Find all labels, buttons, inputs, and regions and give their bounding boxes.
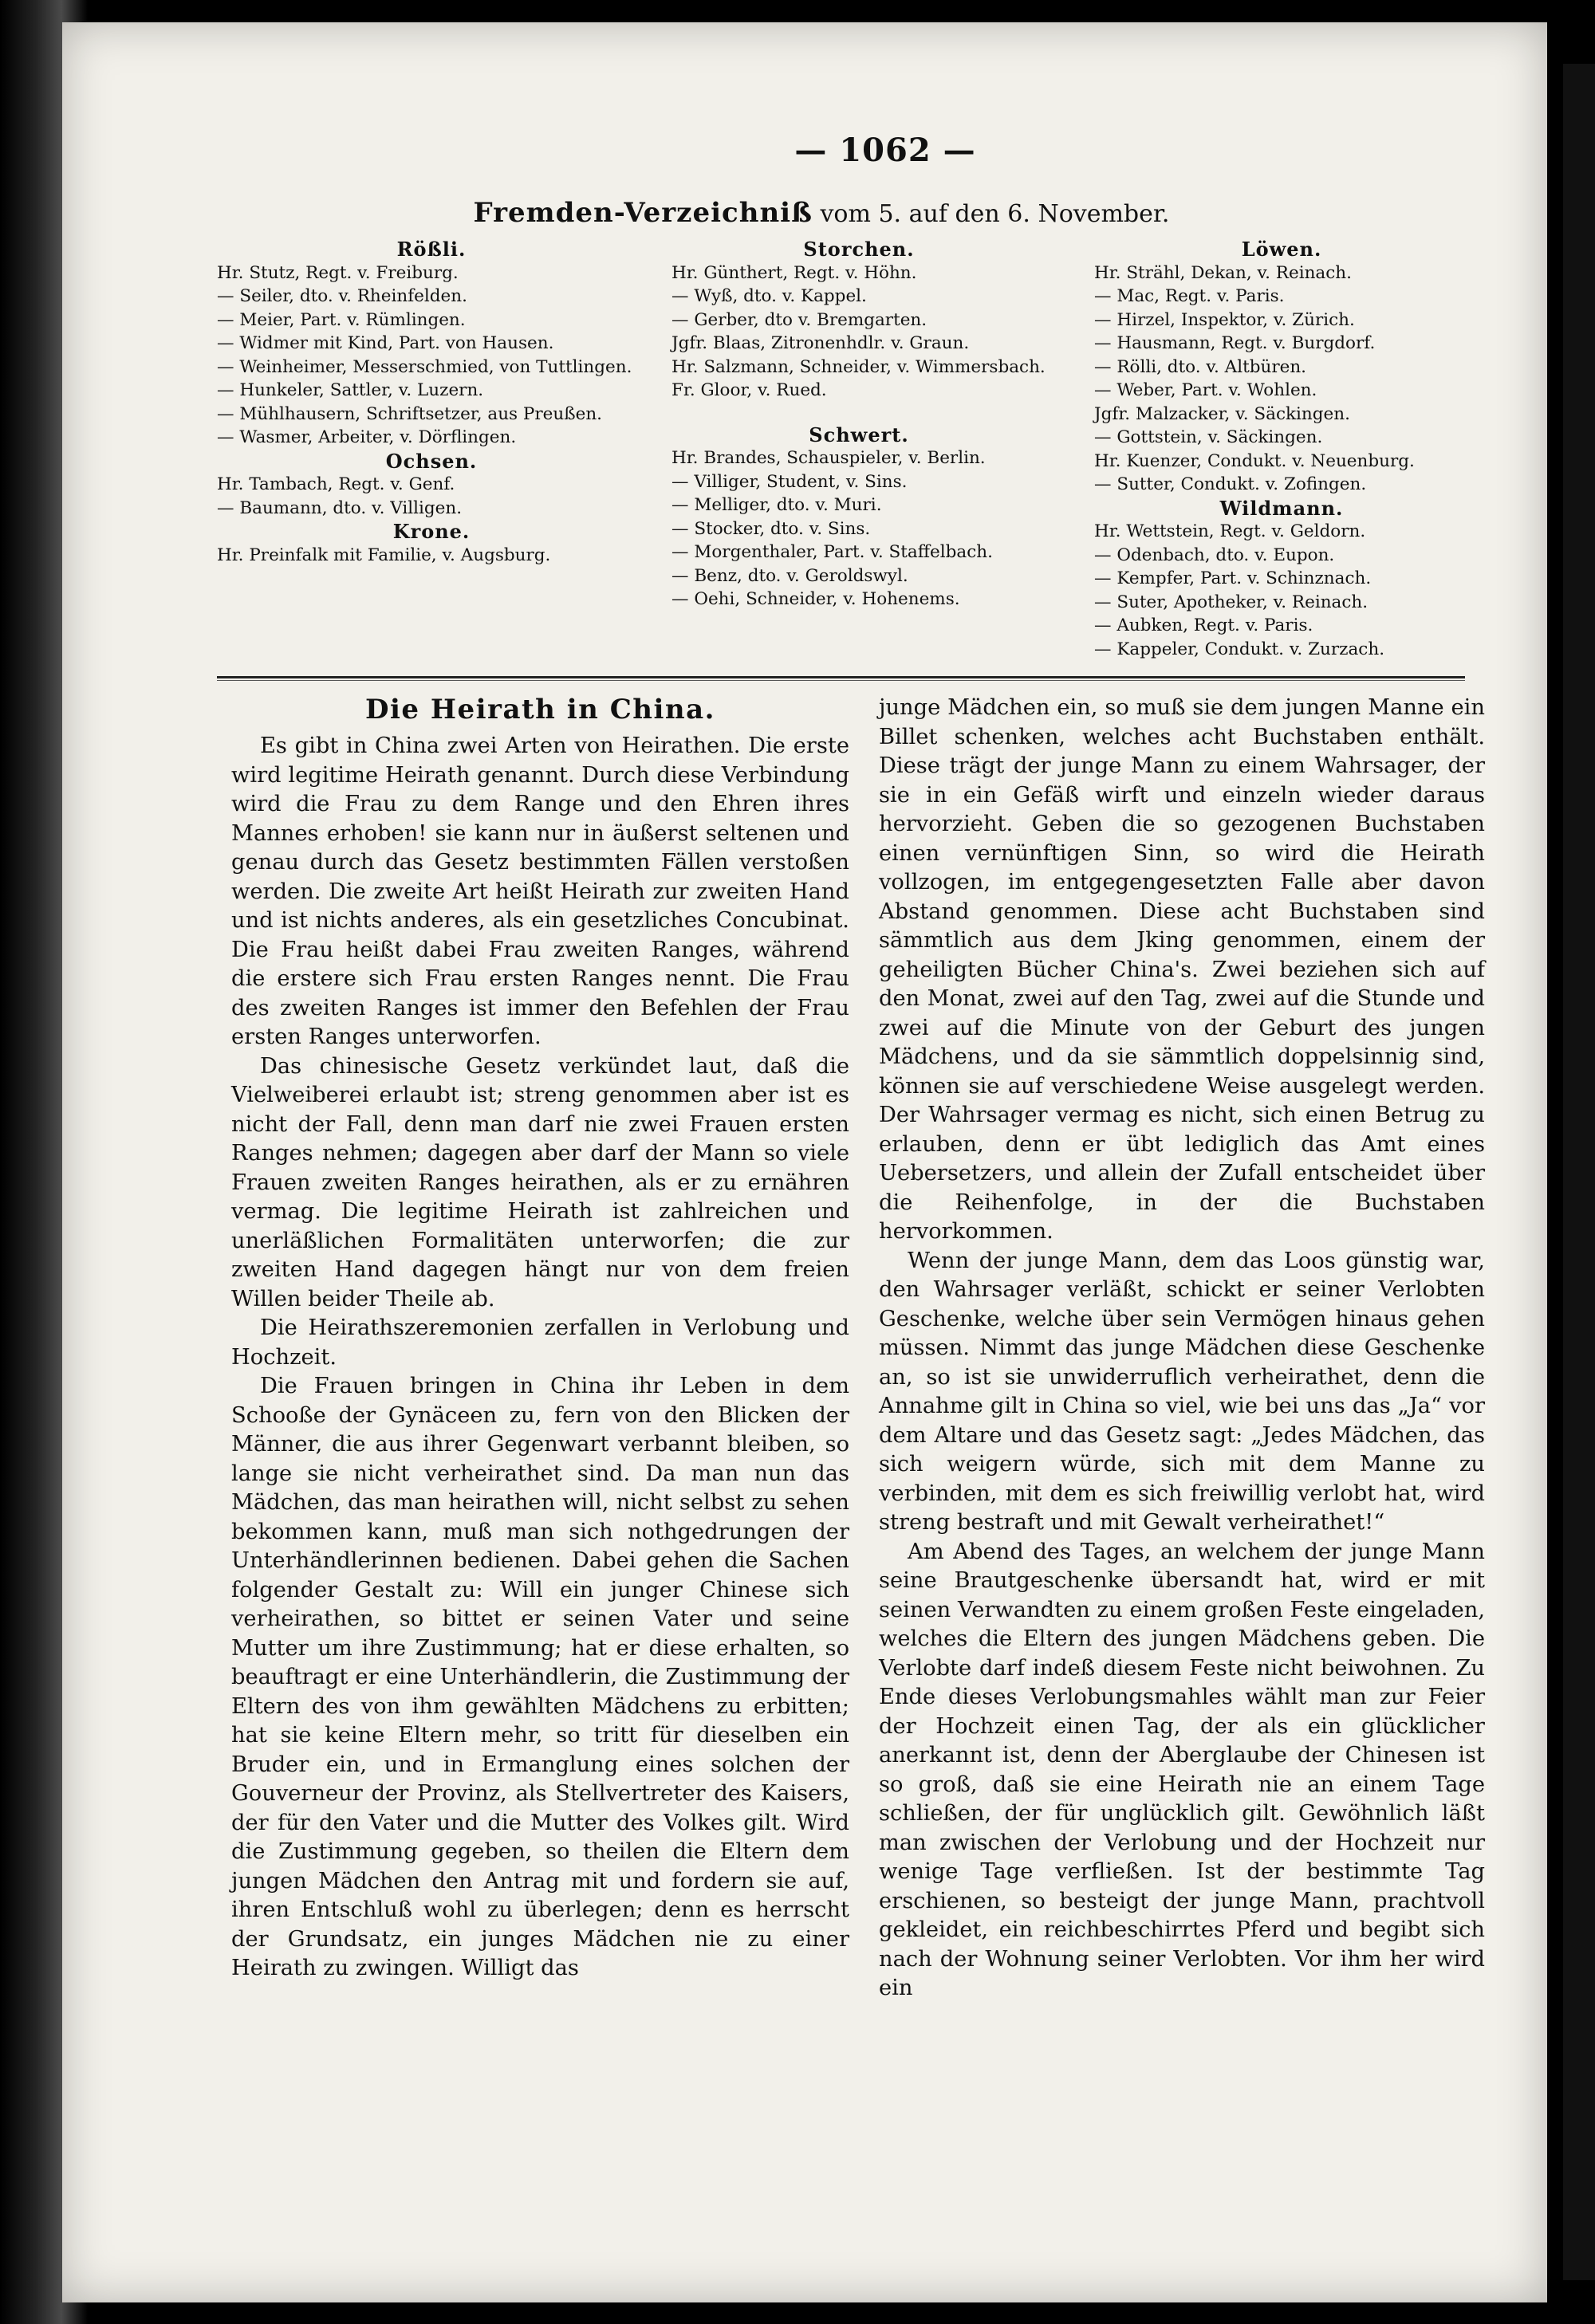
guest-entry: — Oehi, Schneider, v. Hohenems. xyxy=(671,589,960,609)
guest-entry: — Weinheimer, Messerschmied, von Tuttlingen. xyxy=(217,356,632,377)
guest-entry: — Kappeler, Condukt. v. Zurzach. xyxy=(1094,639,1385,659)
guest-entry: — Suter, Apotheker, v. Reinach. xyxy=(1094,592,1369,612)
guest-entry: — Hirzel, Inspektor, v. Zürich. xyxy=(1094,309,1355,330)
guest-entry: Hr. Salzmann, Schneider, v. Wimmersbach. xyxy=(671,356,1046,377)
guest-entry: — Aubken, Regt. v. Paris. xyxy=(1094,615,1313,635)
guest-entry: — Sutter, Condukt. v. Zofingen. xyxy=(1094,474,1367,494)
guest-entry: Hr. Günthert, Regt. v. Höhn. xyxy=(671,262,917,283)
guest-entry: — Rölli, dto. v. Altbüren. xyxy=(1094,356,1306,377)
guest-entry: — Meier, Part. v. Rümlingen. xyxy=(217,309,466,330)
section-rule-thin xyxy=(217,680,1465,681)
guest-entry: — Wasmer, Arbeiter, v. Dörflingen. xyxy=(217,427,517,447)
guest-entry: — Widmer mit Kind, Part. von Hausen. xyxy=(217,333,554,353)
guest-entry: Hr. Preinfalk mit Familie, v. Augsburg. xyxy=(217,545,551,565)
guest-entry: Hr. Wettstein, Regt. v. Geldorn. xyxy=(1094,521,1366,541)
article-paragraph: Wenn der junge Mann, dem das Loos günstig war, den Wahrsager verläßt, schickt er seiner Verlobten Geschenke, welche über sein Vermögen hinaus gehen müssen. Nimmt das junge Mädchen diese Geschenke an, so ist sie unwiderruflich verheirathet, denn die Annahme gilt in China so viel, wie bei uns das „Ja“ vor dem Altare und das Gesetz sagt: „Jedes Mädchen, das sich weigern würde, sich mit dem Manne zu verbinden, mit dem es sich freiwillig verlobt hat, wird streng bestraft und mit Gewalt verheirathet!“ xyxy=(879,1248,1485,1535)
guest-entry: Hr. Kuenzer, Condukt. v. Neuenburg. xyxy=(1094,450,1415,471)
guest-entry: Jgfr. Malzacker, v. Säckingen. xyxy=(1094,403,1350,424)
guest-entry: — Stocker, dto. v. Sins. xyxy=(671,518,871,539)
guest-entry: Jgfr. Blaas, Zitronenhdlr. v. Graun. xyxy=(671,333,970,353)
guest-entry: — Hunkeler, Sattler, v. Luzern. xyxy=(217,380,484,400)
register-heading xyxy=(199,197,1443,229)
article-title: Die Heirath in China. xyxy=(364,694,715,726)
guest-entry: — Mac, Regt. v. Paris. xyxy=(1094,286,1285,306)
register-title: Fremden-Verzeichniß xyxy=(473,197,813,229)
article-column-left xyxy=(231,694,849,1984)
guest-entry: — Odenbach, dto. v. Eupon. xyxy=(1094,545,1335,565)
guest-entry: — Melliger, dto. v. Muri. xyxy=(671,495,882,515)
guest-entry: — Seiler, dto. v. Rheinfelden. xyxy=(217,286,467,306)
article-column-right xyxy=(879,694,1485,2004)
article-paragraph: Die Frauen bringen in China ihr Leben in dem Schooße der Gynäceen zu, fern von den Blicken der Männer, die aus ihrer Gegenwart verbannt bleiben, so lange sie nicht verheirathet sind. Da man nun das Mädchen, das man heirathen will, nicht selbst zu sehen bekommen kann, muß man sich nothgedrungen der Unterhändlerinnen bedienen. Dabei gehen die Sachen folgender Gestalt zu: Will ein junger Chinese sich verheirathen, so bittet er seinen Vater und seine Mutter um ihre Zustimmung; hat er diese erhalten, so beauftragt er eine Unterhändlerin, die Zustimmung der Eltern des von ihm gewählten Mädchens zu erbitten; hat sie keine Eltern mehr, so tritt für dieselben ein Bruder ein, und in Ermanglung eines solchen der Gouverneur der Provinz, als Stellvertreter des Kaisers, der für den Vater und die Mutter des Volkes gilt. Wird die Zustimmung gegeben, so theilen die Eltern dem jungen Mädchen den Antrag mit und fordern sie auf, ihren Entschluß wohl zu überlegen; denn es herrscht der Grundsatz, ein junges Mädchen nie zu einer Heirath zu zwingen. Willigt das xyxy=(231,1374,849,1980)
section-rule xyxy=(217,676,1465,678)
article-paragraph: Es gibt in China zwei Arten von Heirathen. Die erste wird legitime Heirath genannt. Durch diese Verbindung wird die Frau zu dem Range und den Ehren ihres Mannes erhoben! sie kann nur in äußerst seltenen und genau durch das Gesetz bestimmten Fällen verstoßen werden. Die zweite Art heißt Heirath zur zweiten Hand und ist nichts anderes, als ein gesetzliches Concubinat. Die Frau heißt dabei Frau zweiten Ranges, während die erstere sich Frau ersten Ranges nennt. Die Frau des zweiten Ranges ist immer den Befehlen der Frau ersten Ranges unterworfen. xyxy=(231,733,849,1049)
guest-entry: — Benz, dto. v. Geroldswyl. xyxy=(671,565,908,586)
register-subtitle: vom 5. auf den 6. November. xyxy=(820,200,1170,228)
guest-entry: Hr. Brandes, Schauspieler, v. Berlin. xyxy=(671,448,986,468)
guest-entry: — Hausmann, Regt. v. Burgdorf. xyxy=(1094,333,1376,353)
article-paragraph: Am Abend des Tages, an welchem der junge Mann seine Brautgeschenke übersandt hat, wird er mit seinen Verwandten zu einem großen Feste eingeladen, welches die Eltern des jungen Mädchens geben. Die Verlobte darf indeß diesem Feste nicht beiwohnen. Zu Ende dieses Verlobungsmahles wählt man zur Feier der Hochzeit einen Tag, der als ein glücklicher anerkannt ist, denn der Aberglaube der Chinesen ist so groß, daß sie eine Heirath nie an einem Tage schließen, der für unglücklich gilt. Gewöhnlich läßt man zwischen der Verlobung und der Hochzeit nur wenige Tage verfließen. Ist der bestimmte Tag erschienen, so besteigt der junge Mann, prachtvoll gekleidet, ein reichbeschirrtes Pferd und begibt sich nach der Wohnung seiner Verlobten. Vor ihm her wird ein xyxy=(879,1539,1485,2000)
guest-entry: Hr. Strähl, Dekan, v. Reinach. xyxy=(1094,262,1352,283)
guest-entry: — Wyß, dto. v. Kappel. xyxy=(671,286,867,306)
page-number: — 1062 — xyxy=(794,132,976,169)
guest-entry: — Baumann, dto. v. Villigen. xyxy=(217,497,463,518)
hotel-heading: Rößli. xyxy=(396,238,467,261)
article-paragraph: junge Mädchen ein, so muß sie dem jungen Manne ein Billet schenken, welches acht Buchstaben enthält. Diese trägt der junge Mann zu einem Wahrsager, der sie in ein Gefäß wirft und einzeln wieder daraus hervorzieht. Geben die so gezogenen Buchstaben einen vernünftigen Sinn, so wird die Heirath vollzogen, im entgegengesetzten Falle aber davon Abstand genommen. Diese acht Buchstaben sind sämmtlich aus dem Jking genommen, einem der geheiligten Bücher China's. Zwei beziehen sich auf den Monat, zwei auf den Tag, zwei auf die Stunde und zwei auf die Minute von der Geburt des jungen Mädchens, und da sie sämmtlich doppelsinnig sind, können sie auf verschiedene Weise ausgelegt werden. Der Wahrsager vermag es nicht, sich einen Betrug zu erlauben, denn er übt lediglich das Amt eines Uebersetzers, und allein der Zufall entscheidet über die Reihenfolge, in der die Buchstaben hervorkommen. xyxy=(879,695,1485,1244)
hotel-heading: Schwert. xyxy=(809,423,909,446)
guest-entry: — Kempfer, Part. v. Schinznach. xyxy=(1094,568,1372,588)
guest-entry: — Morgenthaler, Part. v. Staffelbach. xyxy=(671,542,993,562)
section-gap xyxy=(671,403,1046,423)
hotel-heading: Ochsen. xyxy=(385,449,478,473)
guest-entry: Hr. Stutz, Regt. v. Freiburg. xyxy=(217,262,459,283)
register-column-3 xyxy=(1094,238,1469,661)
guest-entry: — Gerber, dto v. Bremgarten. xyxy=(671,309,927,330)
guest-entry: — Villiger, Student, v. Sins. xyxy=(671,471,908,492)
hotel-heading: Storchen. xyxy=(803,238,915,261)
hotel-heading: Krone. xyxy=(392,520,471,543)
register-column-2 xyxy=(671,238,1046,611)
guest-entry: Fr. Gloor, v. Rued. xyxy=(671,380,827,400)
register-column-1 xyxy=(217,238,646,567)
guest-entry: — Gottstein, v. Säckingen. xyxy=(1094,427,1323,447)
guest-entry: Hr. Tambach, Regt. v. Genf. xyxy=(217,474,455,494)
hotel-heading: Wildmann. xyxy=(1219,496,1344,520)
guest-entry: — Weber, Part. v. Wohlen. xyxy=(1094,380,1317,400)
hotel-heading: Löwen. xyxy=(1241,238,1322,261)
next-page-edge xyxy=(1563,64,1595,2280)
article-paragraph: Das chinesische Gesetz verkündet laut, daß die Vielweiberei erlaubt ist; streng genommen aber ist es nicht der Fall, denn man darf nie zwei Frauen ersten Ranges nehmen; dagegen aber darf der Mann so viele Frauen zweiten Ranges heirathen, als er zu ernähren vermag. Die legitime Heirath ist zahlreichen und unerläßlichen Formalitäten unterworfen; die zur zweiten Hand dagegen hängt nur von dem freien Willen beider Theile ab. xyxy=(231,1053,849,1311)
guest-entry: — Mühlhausern, Schriftsetzer, aus Preußen. xyxy=(217,403,602,424)
article-paragraph: Die Heirathszeremonien zerfallen in Verlobung und Hochzeit. xyxy=(231,1315,849,1370)
